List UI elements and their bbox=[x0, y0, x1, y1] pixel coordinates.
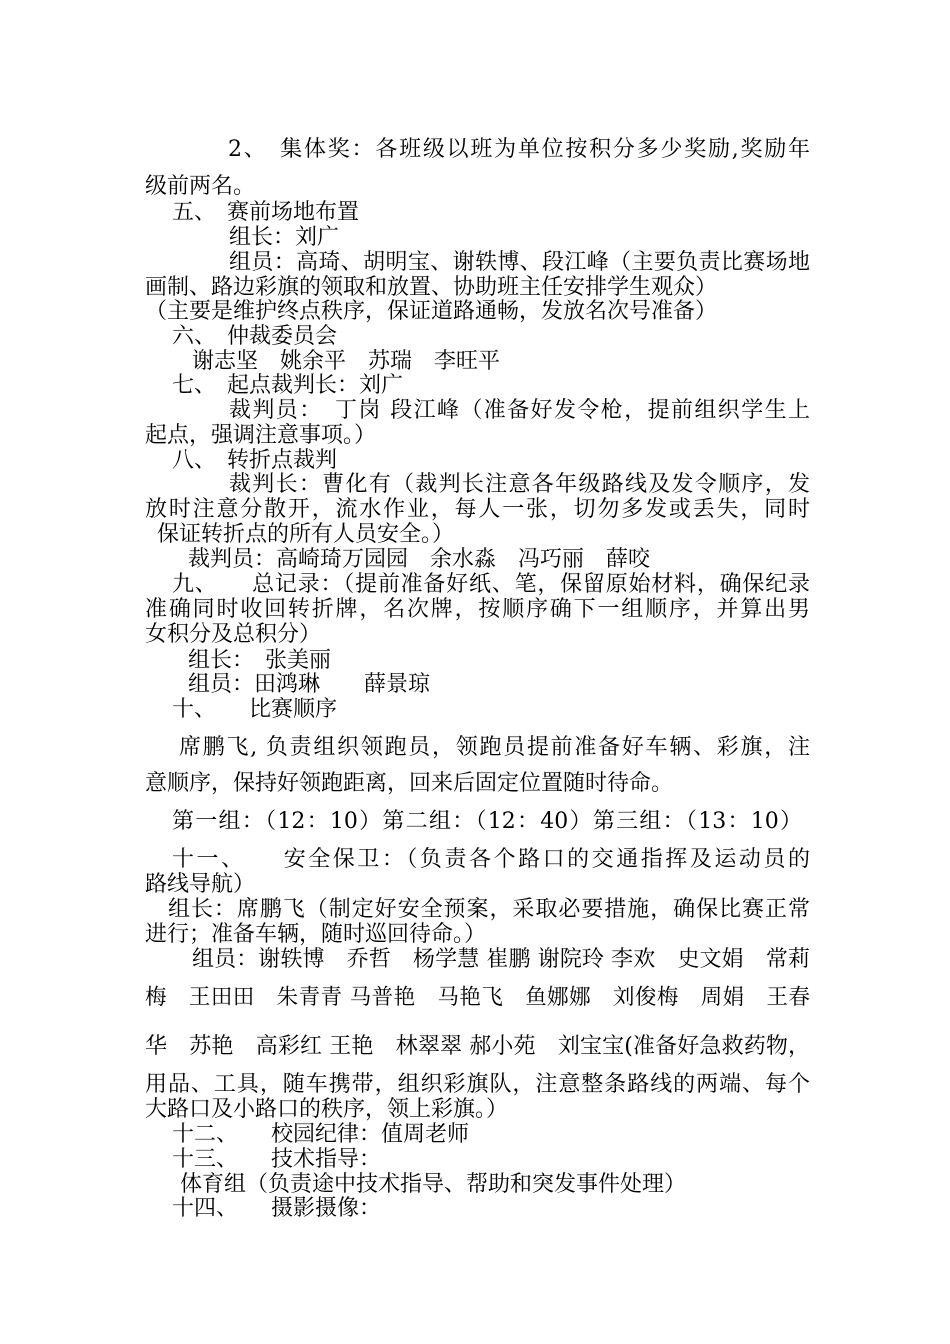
line-eleven-members-1: 组员：谢轶博 乔哲 杨学慧 崔鹏 谢院玲 李欢 史文娟 常莉 bbox=[192, 947, 810, 972]
line-eight-cont-1: 放时注意分散开，流水作业，每人一张，切勿多发或丢失，同时 bbox=[145, 497, 810, 522]
line-eleven-members-2: 梅 王田田 朱青青 马普艳 马艳飞 鱼娜娜 刘俊梅 周娟 王春 bbox=[145, 985, 810, 1010]
line-ten-schedule: 第一组：（12：10）第二组：（12：40）第三组：（13：10） bbox=[172, 809, 802, 834]
line-nine-leader: 组长： 张美丽 bbox=[188, 648, 332, 673]
line-nine-cont-2: 女积分及总积分） bbox=[145, 622, 322, 647]
line-ten-pacer-cont: 意顺序，保持好领跑距离，回来后固定位置随时待命。 bbox=[145, 771, 674, 796]
heading-six: 六、 仲裁委员会 bbox=[172, 324, 338, 349]
line-five-note: （主要是维护终点秩序，保证道路通畅，发放名次号准备） bbox=[145, 299, 718, 324]
heading-nine: 九、 总记录：（提前准备好纸、笔，保留原始材料，确保纪录 bbox=[172, 572, 810, 597]
heading-five: 五、 赛前场地布置 bbox=[172, 200, 360, 225]
line-ten-pacer: 席鹏飞, 负责组织领跑员，领跑员提前准备好车辆、彩旗，注 bbox=[179, 735, 810, 760]
line-eleven-cont: 路线导航） bbox=[145, 872, 256, 897]
line-eleven-cont-2: 大路口及小路口的秩序，领上彩旗。） bbox=[145, 1097, 509, 1122]
line-eleven-cont-1: 用品、工具，随车携带，组织彩旗队，注意整条路线的两端、每个 bbox=[145, 1072, 810, 1097]
heading-twelve: 十二、 校园纪律：值周老师 bbox=[172, 1122, 470, 1147]
heading-thirteen: 十三、 技术指导： bbox=[172, 1147, 382, 1172]
line-nine-members: 组员：田鸿琳 薛景琼 bbox=[188, 672, 431, 697]
line-seven-cont: 起点，强调注意事项。） bbox=[145, 423, 377, 448]
line-nine-cont-1: 准确同时收回转折牌，名次牌，按顺序确下一组顺序，并算出男 bbox=[145, 597, 810, 622]
heading-fourteen: 十四、 摄影摄像： bbox=[172, 1196, 382, 1221]
line-eight-cont-2: 保证转折点的所有人员安全。） bbox=[157, 522, 455, 547]
line-eleven-leader: 组长：席鹏飞（制定好安全预案，采取必要措施，确保比赛正常 bbox=[168, 897, 810, 922]
line-collective-award-cont: 级前两名。 bbox=[145, 174, 256, 199]
heading-eleven: 十一、 安全保卫：（负责各个路口的交通指挥及运动员的 bbox=[172, 847, 810, 872]
line-eleven-leader-cont: 进行；准备车辆，随时巡回待命。） bbox=[145, 922, 487, 947]
line-five-members: 组员：高琦、胡明宝、谢轶博、段江峰（主要负责比赛场地 bbox=[229, 250, 810, 275]
line-seven-referees: 裁判员： 丁岗 段江峰（准备好发令枪，提前组织学生上 bbox=[229, 398, 810, 423]
line-eight-chief: 裁判长：曹化有（裁判长注意各年级路线及发令顺序，发 bbox=[229, 472, 810, 497]
heading-seven: 七、 起点裁判长：刘广 bbox=[172, 373, 404, 398]
line-thirteen-cont: 体育组（负责途中技术指导、帮助和突发事件处理） bbox=[180, 1172, 687, 1197]
heading-ten: 十、 比赛顺序 bbox=[172, 697, 338, 722]
line-five-members-cont: 画制、路边彩旗的领取和放置、协助班主任安排学生观众） bbox=[145, 275, 718, 300]
line-five-leader: 组长：刘广 bbox=[229, 225, 340, 250]
heading-eight: 八、 转折点裁判 bbox=[172, 448, 338, 473]
line-eleven-members-3: 华 苏艳 高彩红 王艳 林翠翠 郝小苑 刘宝宝(准备好急救药物， bbox=[145, 1034, 810, 1059]
line-collective-award: 2、 集体奖：各班级以班为单位按积分多少奖励,奖励年 bbox=[228, 137, 810, 162]
line-eight-referees: 裁判员：高崎琦万园园 余水淼 冯巧丽 薛咬 bbox=[188, 547, 651, 572]
line-six-members: 谢志坚 姚余平 苏瑞 李旺平 bbox=[192, 349, 501, 374]
